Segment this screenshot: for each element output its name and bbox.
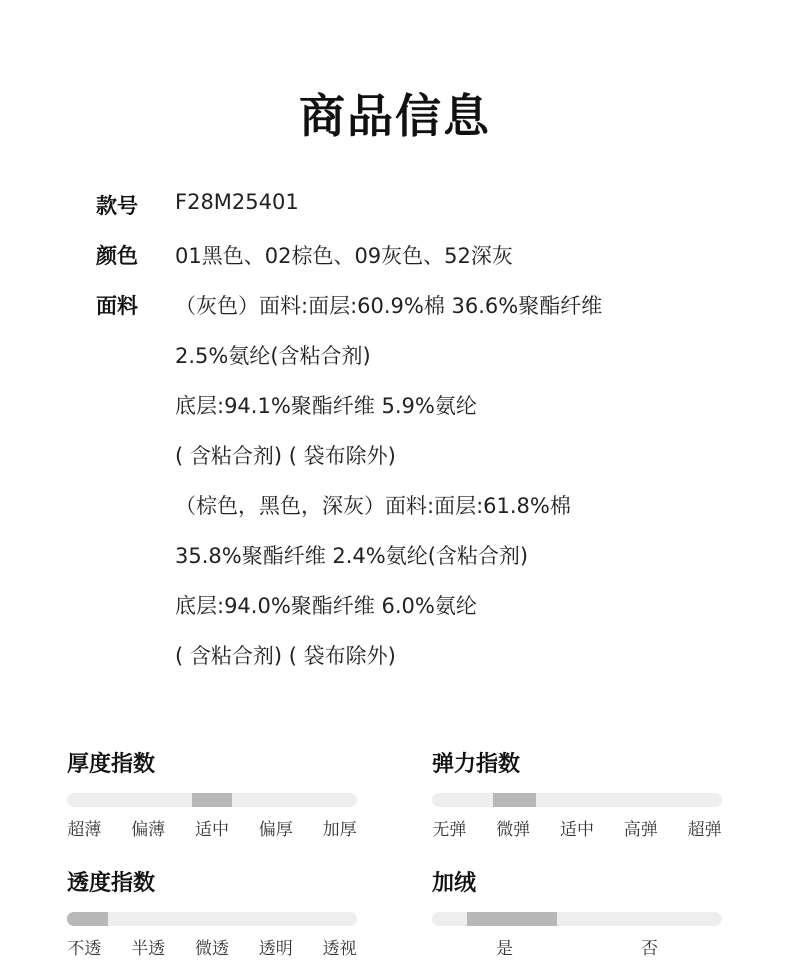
index-fill [192, 793, 233, 807]
fabric-line: ( 含粘合剂) ( 袋布除外) [175, 644, 396, 668]
index-option: 超弹 [687, 820, 722, 840]
color-value: 01黑色、02棕色、09灰色、52深灰 [175, 244, 513, 268]
index-fill [493, 793, 537, 807]
fabric-label: 面料 [96, 294, 138, 318]
index-option: 微透 [195, 939, 229, 959]
index-track [67, 912, 357, 926]
model-label: 款号 [96, 194, 138, 218]
fabric-line: 底层:94.1%聚酯纤维 5.9%氨纶 [175, 394, 477, 418]
color-label: 颜色 [96, 244, 138, 268]
fabric-line: （棕色，黑色，深灰）面料:面层:61.8%棉 [175, 494, 571, 518]
index-title: 厚度指数 [67, 752, 156, 777]
index-option: 偏厚 [258, 820, 293, 840]
index-option: 是 [496, 939, 513, 959]
index-option: 高弹 [623, 820, 658, 840]
index-options [67, 934, 357, 958]
index-title: 弹力指数 [432, 752, 521, 777]
index-fill [67, 912, 108, 926]
fabric-line: 底层:94.0%聚酯纤维 6.0%氨纶 [175, 594, 477, 618]
model-value: F28M25401 [175, 190, 299, 214]
index-option: 否 [641, 939, 658, 959]
index-option: 不透 [67, 939, 102, 959]
fleece-index [432, 866, 722, 976]
index-option: 偏薄 [131, 820, 166, 840]
index-option: 无弹 [432, 820, 467, 840]
index-option: 适中 [560, 820, 594, 840]
index-track [432, 793, 722, 807]
index-options [67, 815, 357, 839]
index-fill [467, 912, 557, 926]
index-options [432, 934, 722, 958]
index-options [432, 815, 722, 839]
index-option: 透视 [322, 939, 357, 959]
thickness-index [67, 747, 357, 857]
index-track [67, 793, 357, 807]
fabric-line: （灰色）面料:面层:60.9%棉 36.6%聚酯纤维 [175, 294, 603, 318]
index-option: 适中 [195, 820, 229, 840]
fabric-line: ( 含粘合剂) ( 袋布除外) [175, 444, 396, 468]
page-title: 商品信息 [299, 89, 491, 143]
index-option: 透明 [258, 939, 293, 959]
fabric-line: 35.8%聚酯纤维 2.4%氨纶(含粘合剂) [175, 544, 529, 568]
index-title: 透度指数 [67, 871, 156, 896]
index-option: 微弹 [496, 820, 531, 840]
index-title: 加绒 [432, 871, 477, 896]
index-option: 半透 [131, 939, 166, 959]
fabric-line: 2.5%氨纶(含粘合剂) [175, 344, 371, 368]
index-track [432, 912, 722, 926]
index-option: 加厚 [322, 820, 357, 840]
transparency-index [67, 866, 357, 976]
index-option: 超薄 [67, 820, 102, 840]
elasticity-index [432, 747, 722, 857]
